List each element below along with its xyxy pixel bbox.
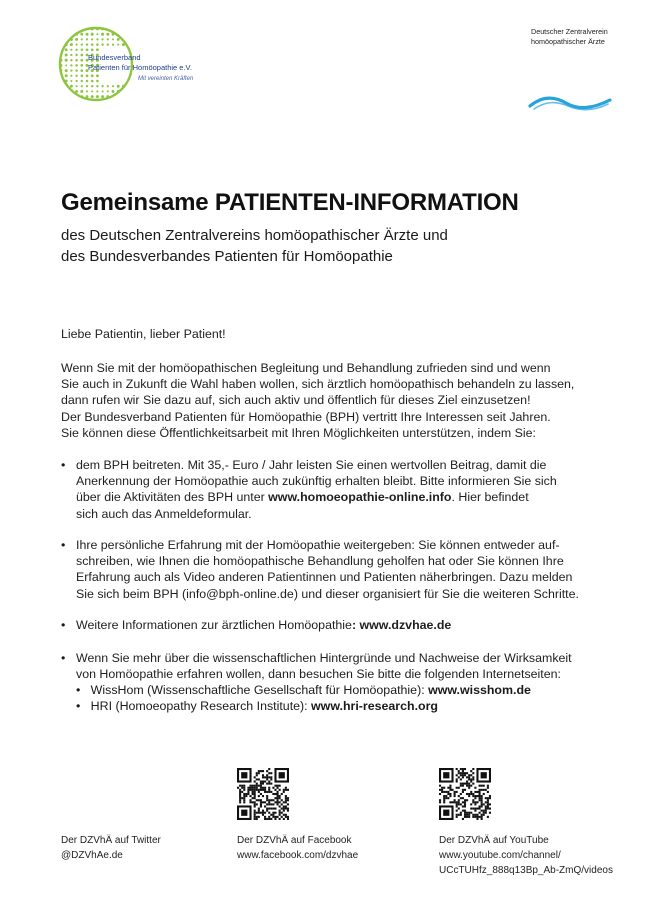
dzvhae-logo-line2: homöopathischer Ärzte [531, 37, 605, 46]
logo-dot [101, 38, 103, 40]
logo-dot [86, 48, 89, 51]
logo-dot [80, 59, 83, 62]
logo-dot [91, 38, 93, 40]
bullet-dot: • [61, 651, 66, 665]
bullet-line [76, 489, 557, 505]
logo-dot [112, 90, 115, 93]
logo-dot [85, 33, 88, 36]
intro-line: Wenn Sie mit der homöopathischen Begleitung und Behandlung zufrieden sind und wenn [61, 361, 551, 375]
dzvhae-wave-icon [528, 92, 612, 114]
logo-dot [80, 64, 83, 67]
footer-facebook-label: Der DZVhÄ auf Facebook [237, 835, 352, 846]
bullet-line: Anerkennung der Homöopathie auch zukünftig erhalten bleibt. Bitte informieren Sie sich [76, 474, 557, 489]
intro-paragraph [61, 360, 574, 441]
logo-dot [75, 49, 77, 51]
bullet-dot: • [61, 538, 66, 552]
subtitle-line-2: des Bundesverbandes Patienten für Homöopathie [61, 248, 393, 265]
logo-dot [70, 80, 72, 82]
logo-dot [107, 43, 109, 45]
logo-dot [65, 59, 68, 62]
logo-dot [96, 85, 98, 87]
wisshom-link[interactable]: www.wisshom.de [428, 683, 531, 697]
footer-twitter [61, 833, 161, 863]
logo-dot [75, 59, 78, 62]
logo-dot [86, 38, 88, 40]
logo-dot [70, 59, 72, 61]
logo-dot [117, 38, 120, 41]
logo-dot [75, 64, 78, 67]
footer-youtube-url-line2[interactable]: UCcTUHfz_888q13Bp_Ab-ZmQ/videos [439, 865, 613, 876]
logo-dot [91, 95, 94, 98]
logo-dot [112, 43, 114, 45]
dzvhae-website-link[interactable]: : www.dzvhae.de [351, 618, 452, 632]
logo-dot [96, 33, 98, 35]
logo-dot [96, 43, 99, 46]
logo-dot [65, 74, 68, 77]
logo-dot [81, 43, 83, 45]
footer-facebook [237, 833, 358, 863]
logo-dot [106, 33, 109, 36]
intro-line: Sie können diese Öffentlichkeitsarbeit mit Ihren Möglichkeiten unterstützen, indem Sie: [61, 425, 537, 440]
sub-bullet-text: HRI (Homoeopathy Research Institute): [90, 699, 312, 713]
bullet-line: schreiben, wie Ihnen die homöopathische Behandlung geholfen hat oder Sie können Ihre [76, 554, 564, 569]
intro-line: Der Bundesverband Patienten für Homöopathie (BPH) vertritt Ihre Interessen seit Jahren. [61, 409, 551, 424]
logo-dot [70, 54, 72, 56]
logo-dot [81, 80, 83, 82]
bullet-line: Sie sich beim BPH (info@bph-online.de) und dieser organisiert für Sie die weiteren Schritte. [76, 586, 579, 601]
logo-dot [91, 90, 93, 92]
footer-twitter-label: Der DZVhÄ auf Twitter [61, 835, 161, 846]
logo-dot [65, 69, 68, 72]
bph-logo-line2: Patienten für Homöopathie e.V. [88, 63, 192, 72]
bullet-line: Erfahrung auch als Video anderen Patientinnen und Patienten näherbringen. Dazu melden [76, 570, 573, 585]
logo-dot [101, 33, 104, 36]
bullet-dot: • [61, 458, 66, 472]
logo-dot [96, 90, 98, 92]
logo-dot [91, 85, 93, 87]
footer-youtube-url-line1[interactable]: www.youtube.com/channel/ [439, 850, 561, 861]
subtitle-line-1: des Deutschen Zentralvereins homöopathischer Ärzte und [61, 227, 448, 244]
logo-dot [81, 85, 83, 87]
logo-dot [76, 44, 78, 46]
bullet-text: . Hier befindet [451, 490, 529, 505]
bullet-line: Ihre persönliche Erfahrung mit der Homöopathie weitergeben: Sie können entweder auf- [76, 538, 560, 552]
logo-dot [81, 38, 83, 40]
logo-dot [80, 69, 83, 72]
logo-dot [65, 48, 68, 51]
bph-logo-line1: Bundesverband [88, 53, 141, 62]
logo-dot [75, 38, 78, 41]
logo-dot [91, 48, 94, 51]
sub-bullet-hri [76, 698, 438, 714]
logo-dot [70, 64, 72, 66]
bullet-line: Wenn Sie mehr über die wissenschaftlichen Hintergründe und Nachweise der Wirksamkeit [76, 651, 572, 665]
logo-dot [102, 90, 104, 92]
logo-dot [86, 80, 89, 83]
logo-dot [76, 85, 78, 87]
logo-dot [112, 38, 114, 40]
logo-dot [91, 80, 94, 83]
logo-dot [101, 43, 103, 45]
logo-dot [101, 85, 103, 87]
bullet-line: dem BPH beitreten. Mit 35,- Euro / Jahr leisten Sie einen wertvollen Beitrag, damit die [76, 458, 547, 472]
logo-dot [65, 64, 67, 66]
logo-dot [81, 75, 84, 78]
logo-dot [96, 80, 99, 83]
logo-dot [91, 74, 94, 77]
logo-dot [75, 80, 77, 82]
bullet-line: sich auch das Anmeldeformular. [76, 506, 252, 521]
logo-dot [117, 44, 119, 46]
logo-dot [117, 85, 120, 88]
logo-dot [96, 48, 99, 51]
logo-dot [107, 90, 109, 92]
logo-dot [70, 49, 72, 51]
logo-dot [80, 90, 83, 93]
logo-dot [70, 69, 72, 71]
bullet-line [76, 617, 451, 633]
logo-dot [101, 95, 104, 98]
logo-dot [70, 75, 72, 77]
logo-dot [91, 33, 94, 36]
bullet-text: Weitere Informationen zur ärztlichen Homöopathie [76, 618, 352, 632]
sub-bullet-dot: • [76, 683, 81, 697]
bph-website-link[interactable]: www.homoeopathie-online.info [268, 490, 452, 505]
sub-bullet-text: WissHom (Wissenschaftliche Gesellschaft für Homöopathie): [90, 683, 429, 697]
footer-facebook-url[interactable]: www.facebook.com/dzvhae [237, 850, 359, 861]
dzvhae-logo-line1: Deutscher Zentralverein [531, 27, 608, 36]
logo-dot [75, 69, 77, 71]
dzvhae-logo [531, 27, 631, 47]
logo-dot [107, 85, 109, 87]
logo-dot [81, 49, 83, 51]
footer-youtube-label: Der DZVhÄ auf YouTube [439, 835, 549, 846]
logo-dot [86, 43, 88, 45]
footer-twitter-handle[interactable]: @DZVhAe.de [61, 850, 123, 861]
logo-dot [75, 75, 77, 77]
intro-line: Sie auch in Zukunft die Wahl haben wollen, sich ärztlich homöopathisch behandeln zu lassen, [61, 377, 575, 392]
logo-dot [86, 90, 88, 92]
footer-youtube [439, 833, 613, 878]
logo-dot [75, 54, 77, 56]
facebook-qr-code-icon[interactable] [237, 768, 289, 820]
logo-dot [70, 43, 73, 46]
sub-bullet-dot: • [76, 699, 81, 713]
logo-dot [112, 85, 114, 87]
logo-dot [96, 95, 99, 98]
logo-dot [86, 74, 89, 77]
bph-logo [58, 26, 228, 102]
page-title: Gemeinsame PATIENTEN-INFORMATION [61, 189, 519, 216]
hri-link[interactable]: www.hri-research.org [311, 699, 438, 713]
logo-dot [80, 33, 83, 36]
logo-dot [70, 85, 73, 88]
logo-dot [107, 38, 109, 40]
intro-line: dann rufen wir Sie dazu auf, sich auch aktiv und öffentlich für dieses Ziel einzusetzen! [61, 393, 531, 408]
bullet-dot: • [61, 618, 66, 632]
logo-dot [65, 53, 68, 56]
salutation: Liebe Patientin, lieber Patient! [61, 327, 226, 341]
youtube-qr-code-icon[interactable] [439, 768, 491, 820]
logo-dot [91, 43, 94, 46]
sub-bullet-wisshom [76, 682, 531, 698]
logo-dot [96, 74, 99, 77]
logo-dot [80, 54, 83, 57]
bullet-text: über die Aktivitäten des BPH unter [76, 490, 269, 505]
logo-dot [96, 38, 98, 40]
bullet-line: von Homöopathie erfahren wollen, dann besuchen Sie bitte die folgenden Internetseiten: [76, 667, 561, 682]
bph-logo-tagline: Mit vereinten Kräften [138, 76, 194, 82]
logo-dot [86, 85, 88, 87]
